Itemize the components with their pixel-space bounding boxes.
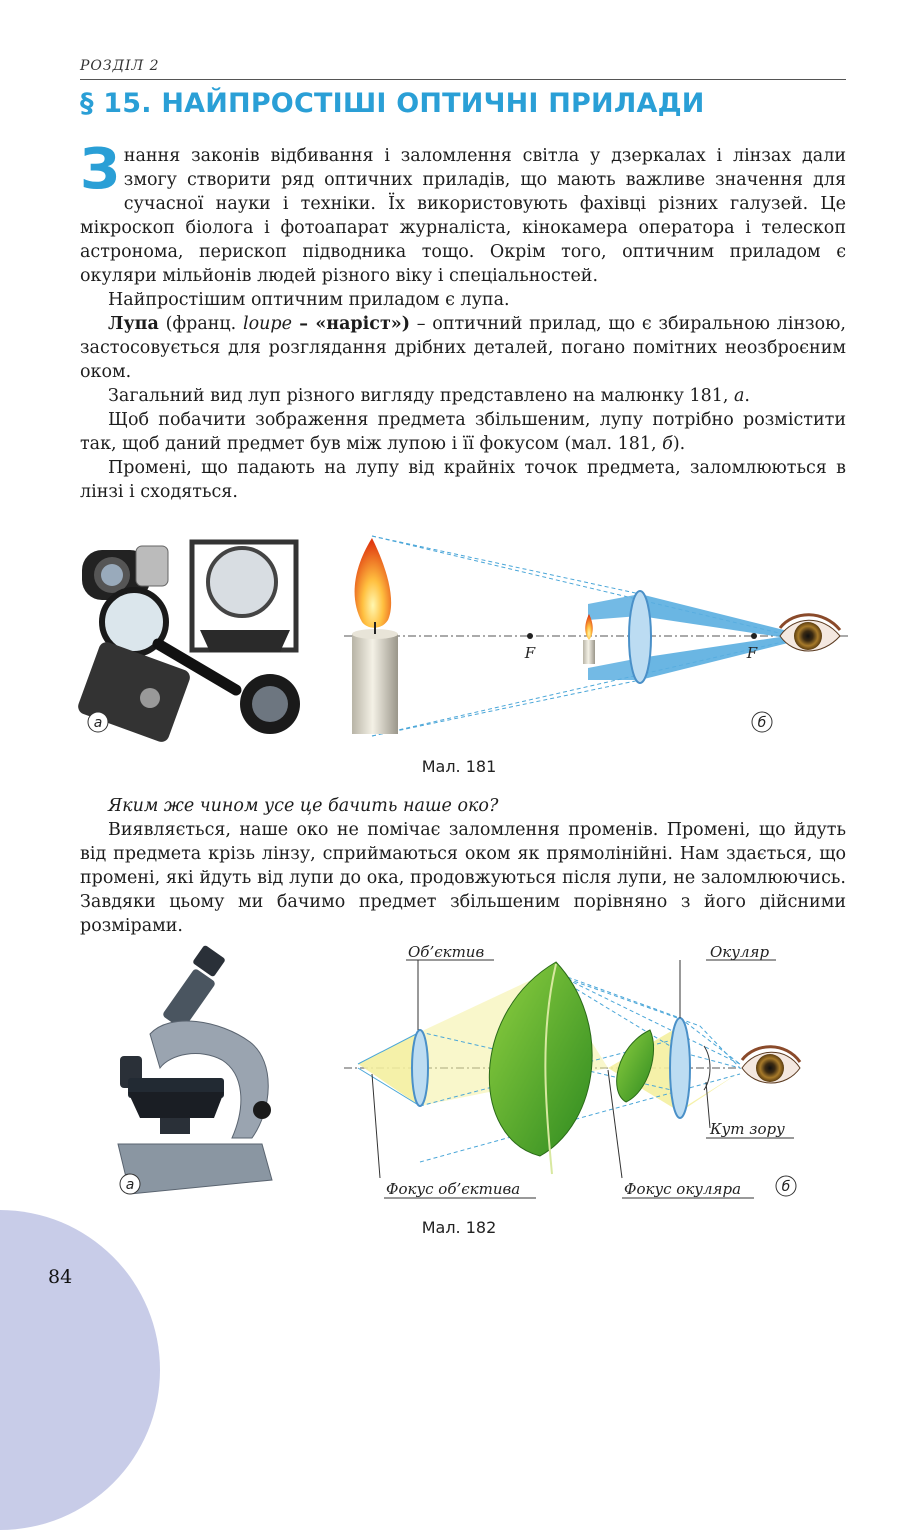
microscope-ray-diagram: [344, 960, 800, 1198]
figure-182: [0, 942, 918, 1204]
eyepiece-label: Окуляр: [710, 943, 770, 961]
angle-of-view-label: Кут зору: [710, 1120, 785, 1138]
paragraph-3: [80, 312, 846, 384]
p5-end: ).: [672, 434, 686, 454]
paragraph-6: Промені, що падають на лупу від крайніх точок предмета, заломлюються в лінзі і сходяться.: [80, 458, 846, 502]
figure-181-caption: Мал. 181: [421, 757, 497, 776]
fig181-label-a: а: [93, 715, 103, 731]
microscope-photo: [118, 945, 272, 1194]
question-text: Яким же чином усе це бачить наше око?: [108, 796, 499, 816]
paragraph-1: [80, 137, 846, 288]
focus-objective-label: Фокус об’єктива: [386, 1180, 521, 1198]
page-title: § 15. НАЙПРОСТІШІ ОПТИЧНІ ПРИЛАДИ: [80, 88, 705, 119]
section-label: РОЗДІЛ 2: [80, 58, 160, 74]
p3-paren-open: (франц.: [158, 314, 244, 334]
drop-cap: З: [80, 137, 120, 202]
figure-181: [0, 530, 918, 750]
focus-right-label: F: [746, 644, 758, 662]
term-loupe: Лупа: [108, 314, 159, 334]
paragraph-7: Виявляється, наше око не помічає заломлення променів. Промені, що йдуть від предмета крізь лінзу, сприймаються оком як прямолінійні. Нам здається, що промені, які йдуть від лупи до ока, продовжуються після лупи, не заломлюючись. Завдяки цьому ми бачимо предмет збільшеним порівняно з його дійсними розмірами.: [80, 820, 846, 936]
page-corner-decoration: [0, 1210, 160, 1530]
p4-text: Загальний вид луп різного вигляду представлено на малюнку 181,: [108, 386, 734, 406]
focus-left-label: F: [524, 644, 536, 662]
paragraph-5: [80, 408, 846, 456]
paragraph-2: Найпростішим оптичним приладом є лупа.: [108, 290, 510, 310]
p3-rest: – оптичний прилад, що є збиральною лінзою, застосовується для розглядання дрібних деталей, погано помітних неозброєним оком.: [80, 314, 846, 382]
p5-ref: б: [662, 434, 673, 454]
question: [80, 794, 846, 818]
second-text: [80, 794, 846, 938]
p4-ref: а: [733, 386, 745, 406]
p3-foreign-word: loupe: [243, 314, 292, 334]
focus-eyepiece-label: Фокус окуляра: [624, 1180, 742, 1198]
figure-182-caption: Мал. 182: [421, 1218, 497, 1237]
objective-label: Об’єктив: [408, 943, 485, 961]
page-number: 84: [48, 1266, 73, 1288]
p5-text: Щоб побачити зображення предмета збільшеним, лупу потрібно розмістити так, щоб даний предмет був між лупою і її фокусом (мал. 181,: [80, 410, 846, 454]
paragraph-1-text: нання законів відбивання і заломлення світла у дзеркалах і лінзах дали змогу створити ряд оптичних приладів, що мають важливе значення для сучасної науки і техніки. Їх використовують фахівці різних галузей. Це мікроскоп біолога і фотоапарат журналіста, кінокамера оператора і телескоп астронома, перископ підводника тощо. Окрім того, оптичним приладом є окуляри мільйонів людей різного віку і спеціальностей.: [80, 146, 846, 286]
fig181-label-b: б: [757, 715, 767, 731]
fig182-label-a: а: [125, 1177, 135, 1193]
intro-text: [80, 137, 846, 504]
paragraph-4: Загальний вид луп різного вигляду представлено на малюнку 181, а.: [108, 386, 750, 406]
fig182-label-b: б: [781, 1179, 791, 1195]
header-rule: [80, 79, 846, 80]
loupes-photo: [76, 542, 300, 744]
magnifier-ray-diagram: [344, 536, 848, 736]
p3-paren-close: – «наріст»): [291, 314, 411, 334]
